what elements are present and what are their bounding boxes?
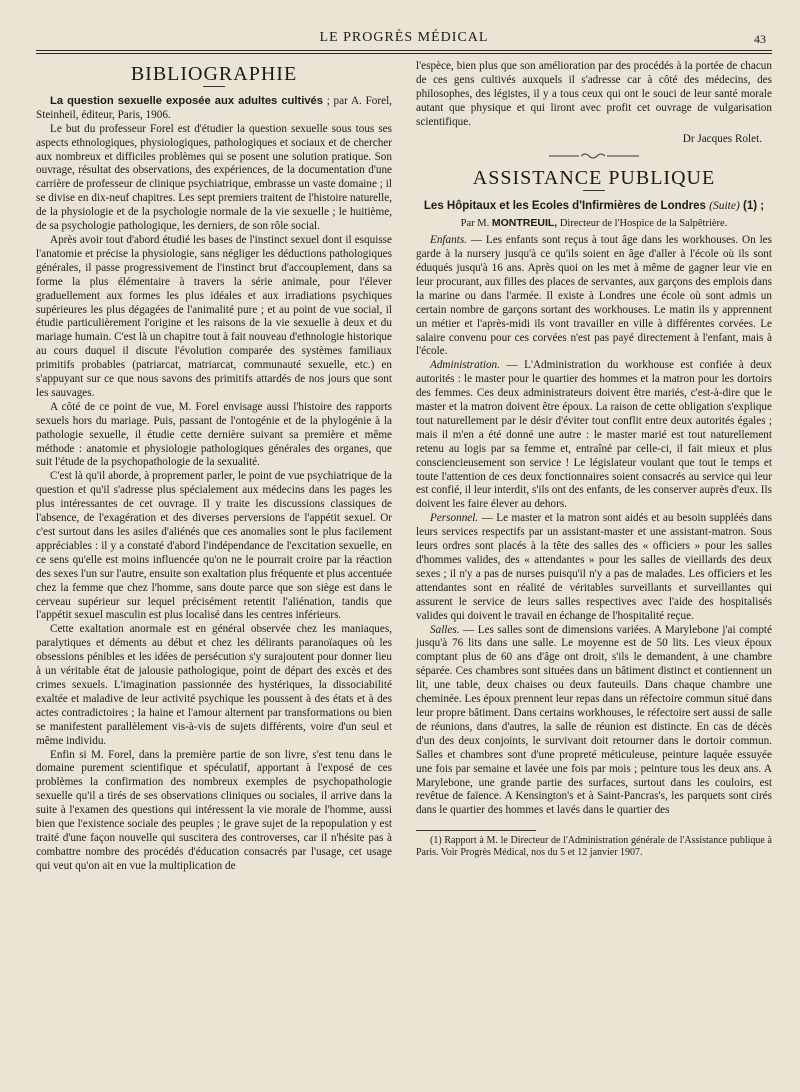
article-paragraph: Personnel. — Le master et la matron sont aidés et au besoin suppléés dans leurs services respectifs par un assistant-master et une assistant-matron. Sous leurs ordres sont placés à la tête des salles des « officiers » pour les salles d'hommes valides, des « attendantes » pour les salles de vieillards des deux sexes ; il n'y a pas de nurses puisqu'il n'y a pas de malades. Les officiers et les attendantes sont en réalité de véritables surveillants et surveillantes qui assurent le service de leurs salles respectives avec l'aide des hospitalisés valides qui doivent le travail en échange de l'hospitalité reçue. (416, 512, 772, 622)
section-title-assistance: ASSISTANCE PUBLIQUE (472, 167, 716, 190)
article-title-text: Les Hôpitaux et les Ecoles d'Infirmières de Londres (423, 200, 706, 213)
section-divider (203, 86, 225, 87)
author-name: MONTREUIL, (491, 217, 558, 230)
book-reference (36, 95, 392, 123)
footnote: (1) Rapport à M. le Directeur de l'Administration générale de l'Assistance publique à Paris. Voir Progrès Médical, nos du 5 et 12 janvier 1907. (416, 835, 772, 859)
article-paragraph: Enfants. — Les enfants sont reçus à tout âge dans les workhouses. On les garde à la nursery jusqu'à ce qu'ils soient en âge d'aller à l'école où ils sont éduqués jusqu'à 16 ans. Après quoi on les met à même de gagner leur vie en leur procurant, aux filles des places de servantes, aux garçons des emplois dans la marine ou dans l'armée. Il existe à Londres une école où sont admis un certain nombre de garçons sortant des workhouses. Le matin ils y apprennent un métier et l'après-midi ils vont travailler en ville à différentes corvées. Le salaire convenu pour ces corvées n'est pas payé directement à l'enfant, mais à l'école. (416, 234, 772, 358)
running-header (36, 28, 772, 50)
article-byline (416, 217, 772, 231)
header-rule (36, 50, 772, 54)
ornamental-divider-icon (416, 150, 772, 164)
byline-prefix: Par M. (460, 218, 490, 230)
left-column (36, 60, 392, 874)
article-title (416, 199, 772, 213)
book-title: La question sexuelle exposée aux adultes cultivés (50, 94, 323, 107)
article-paragraph: Salles. — Les salles sont de dimensions variées. A Marylebone j'ai compté jusqu'à 76 lits dans une salle. Le moyenne est de 50 lits. Les vieux époux comptant plus de 60 ans d'âge ont droit, s'ils le demandent, à une chambre séparée. Ces chambres sont situées dans un bâtiment distinct et contiennent un lit, une table, deux chaises ou deux fauteuils. Dans chaque chambre une cheminée. Les époux prennent leur repas dans un réfectoire commun situé dans leur propre bâtiment. Dans certains workhouses, le réfectoire sert aussi de salle de réunions, dans d'autres, la salle de réunion est distincte. En cas de décès d'un des deux conjoints, le survivant doit retourner dans le dortoir commun. Salles et chambres sont d'une propreté méticuleuse, peinture laquée essuyée une fois par semaine et lavée une fois par mois ; peinture tous les deux ans. A Marylebone, une grande partie des surfaces, surtout dans les couloirs, est revêtue de faïence. A Kensington's et à Saint-Pancras's, les parquets sont cirés dans le quartier des hommes et lavés dans le quartier des (416, 623, 772, 817)
paragraph-lead: Administration. (430, 359, 500, 372)
section-divider (583, 190, 605, 191)
review-continuation: l'espèce, bien plus que son amélioration par des procédés à la portée de chacun de ces gens cultivés auxquels il s'adresse car à côté des médecins, des philosophes, des légistes, il y a tous ceux qui ont le souci de leur santé morale autant que physique et qui liront avec profit cet ouvrage de vulgarisation scientifique. (416, 60, 772, 128)
article-footnote-ref: (1) ; (742, 200, 765, 213)
review-paragraph: Enfin si M. Forel, dans la première partie de son livre, s'est tenu dans le domaine purement scientifique et spéculatif, apportant à l'exposé de ces problèmes la confirmation des nombreux exemples de psychopathologie sexuelle qu'il a tirés de ses observations cliniques ou sociales, il arrive dans la suite à l'examen des questions qui intéressent la vie morale de l'homme, aussi bien que l'existence sociale des peuples ; le grave sujet de la repopulation y est traité d'une façon nouvelle qui suscitera des controverses, car il n'hésite pas à combattre nombre des procédés d'éducation consacrés par l'usage, cet usage qui veut qu'on ait en vue la multiplication de (36, 748, 392, 872)
page-number: 43 (754, 32, 766, 46)
journal-title: LE PROGRÈS MÉDICAL (319, 30, 489, 45)
review-paragraph: Le but du professeur Forel est d'étudier la question sexuelle sous tous ses aspects ethnologiques, physiologiques, pathologiques et sociaux et de chercher aux nombreux et difficiles problèmes qui se posent une solution pratique. Son ouvrage, résultat des observations, des expériences, de la documentation d'une carrière de professeur de clinique psychiatrique, embrasse un vaste domaine ; il se divise en dix-neuf chapitres. Les sept premiers traitent de l'histoire naturelle, de la physiologie et de la psychologie normale de la vie sexuelle ; le huitième, de sa psychologie pathologique, les derniers, de son rôle social. (36, 122, 392, 233)
article-suite: (Suite) (709, 200, 740, 213)
right-column (416, 60, 772, 874)
article-paragraph: Administration. — L'Administration du workhouse est confiée à deux autorités : le master pour le quartier des hommes et la matron pour les dortoirs des femmes. Ces deux administrateurs doivent être mariés, c'est-à-dire que le master et la matron doivent être époux. La raison de cette obligation s'explique tout naturellement par le désir d'éviter tout conflit entre deux autorités égales ; mais il m'en a été donné une autre : le master marié est tout naturellement retenu au logis par sa femme et, entraîné par celle-ci, il fait mieux et plus consciencieusement son service ! Le législateur voulant que tout le temps et toute l'attention de ces deux fonctionnaires soient consacrés au service qui leur est confié, il leur interdit, s'ils ont des enfants, de les conserver auprès d'eux. Ils doivent les faire élever au dehors. (416, 359, 772, 511)
review-paragraph: A côté de ce point de vue, M. Forel envisage aussi l'histoire des rapports sexuels hors du mariage. Puis, passant de l'ontogénie et de la phylogénie à la pathologie sexuelle, il étudie cette dernière suivant sa première et même méthode : anatomie et physiologie pathologiques générales des organes, que suit l'étude de la psychopathologie de la sexualité. (36, 400, 392, 469)
review-paragraph: C'est là qu'il aborde, à proprement parler, le point de vue psychiatrique de la question et qu'il s'adresse plus spécialement aux médecins dans les pages les plus intéressantes de cet ouvrage. Il y traite les discussions classiques de l'absence, de l'exagération et des diverses perversions de l'appétit sexuel. Or c'est surtout dans les asiles d'aliénés que ces anomalies sont le plus facilement appréciables : il y a constaté d'abord l'indépendance de l'excitation sexuelle, en ce sens qu'elle est moins influencée qu'on ne le pourrait croire par la réaction des sexes l'un sur l'autre, ensuite son exaltation plus fréquente et plus accentuée chez la femme que chez l'homme, sans doute parce que son siège est dans le cerveau supérieur sur lequel précisément retentit l'aliénation, tandis que l'appétit sexuel masculin est plus localisé dans les centres inférieurs. (36, 470, 393, 622)
review-paragraph: Après avoir tout d'abord étudié les bases de l'instinct sexuel dont il esquisse l'anatomie et précise la physiologie, sans négliger les déductions pathologiques générales, il passe progressivement de l'instinct brut d'accouplement, dans sa forme la plus élémentaire à travers la série animale, pour l'élever graduellement aux formes les plus idéales et aux irradiations psychiques supérieures les plus dégagées de l'animalité pure ; et au point de vue social, il étudie particulièrement l'origine et les raisons de la vie sexuelle à deux et du mariage humain. C'est là un chapitre tout à fait nouveau d'ethnologie historique au cours duquel il discute l'évolution comparée des systèmes familiaux primitifs probables (patriarcat, matriarcat, communauté sexuelle, etc.) en s'appuyant sur ce que nous savons des primitifs attardés de nos jours que sont les sauvages. (36, 233, 392, 399)
paragraph-lead: Enfants. (430, 234, 467, 247)
byline-role: Directeur de l'Hospice de la Salpêtrière. (559, 218, 728, 230)
paragraph-lead: Salles. (430, 623, 460, 636)
book-meta: ; par A. Forel, Steinheil, éditeur, Paris, 1906. (36, 94, 392, 121)
section-title-bibliographie: BIBLIOGRAPHIE (130, 63, 298, 85)
footnote-rule (416, 830, 536, 831)
paragraph-lead: Personnel. (430, 512, 479, 525)
review-paragraph: Cette exaltation anormale est en général observée chez les maniaques, paralytiques et déments au début et chez les délirants paranoïaques où les obsessions pénibles et les idées de persécution s'y surajoutent pour donner lieu à un véritable état de jalousie pathologique, point de départ des excès et des crimes sexuels. L'imagination passionnée des hystériques, la dissociabilité exaltée et maladive de leur activité psychique les poussent à des états et à des actes contradictoires ; la haine et l'amour alternent par transformations ou bien se manifestent parallèlement vis-à-vis de sujets différents, voire d'un seul et même individu. (36, 623, 392, 747)
review-signature: Dr Jacques Rolet. (682, 132, 762, 145)
